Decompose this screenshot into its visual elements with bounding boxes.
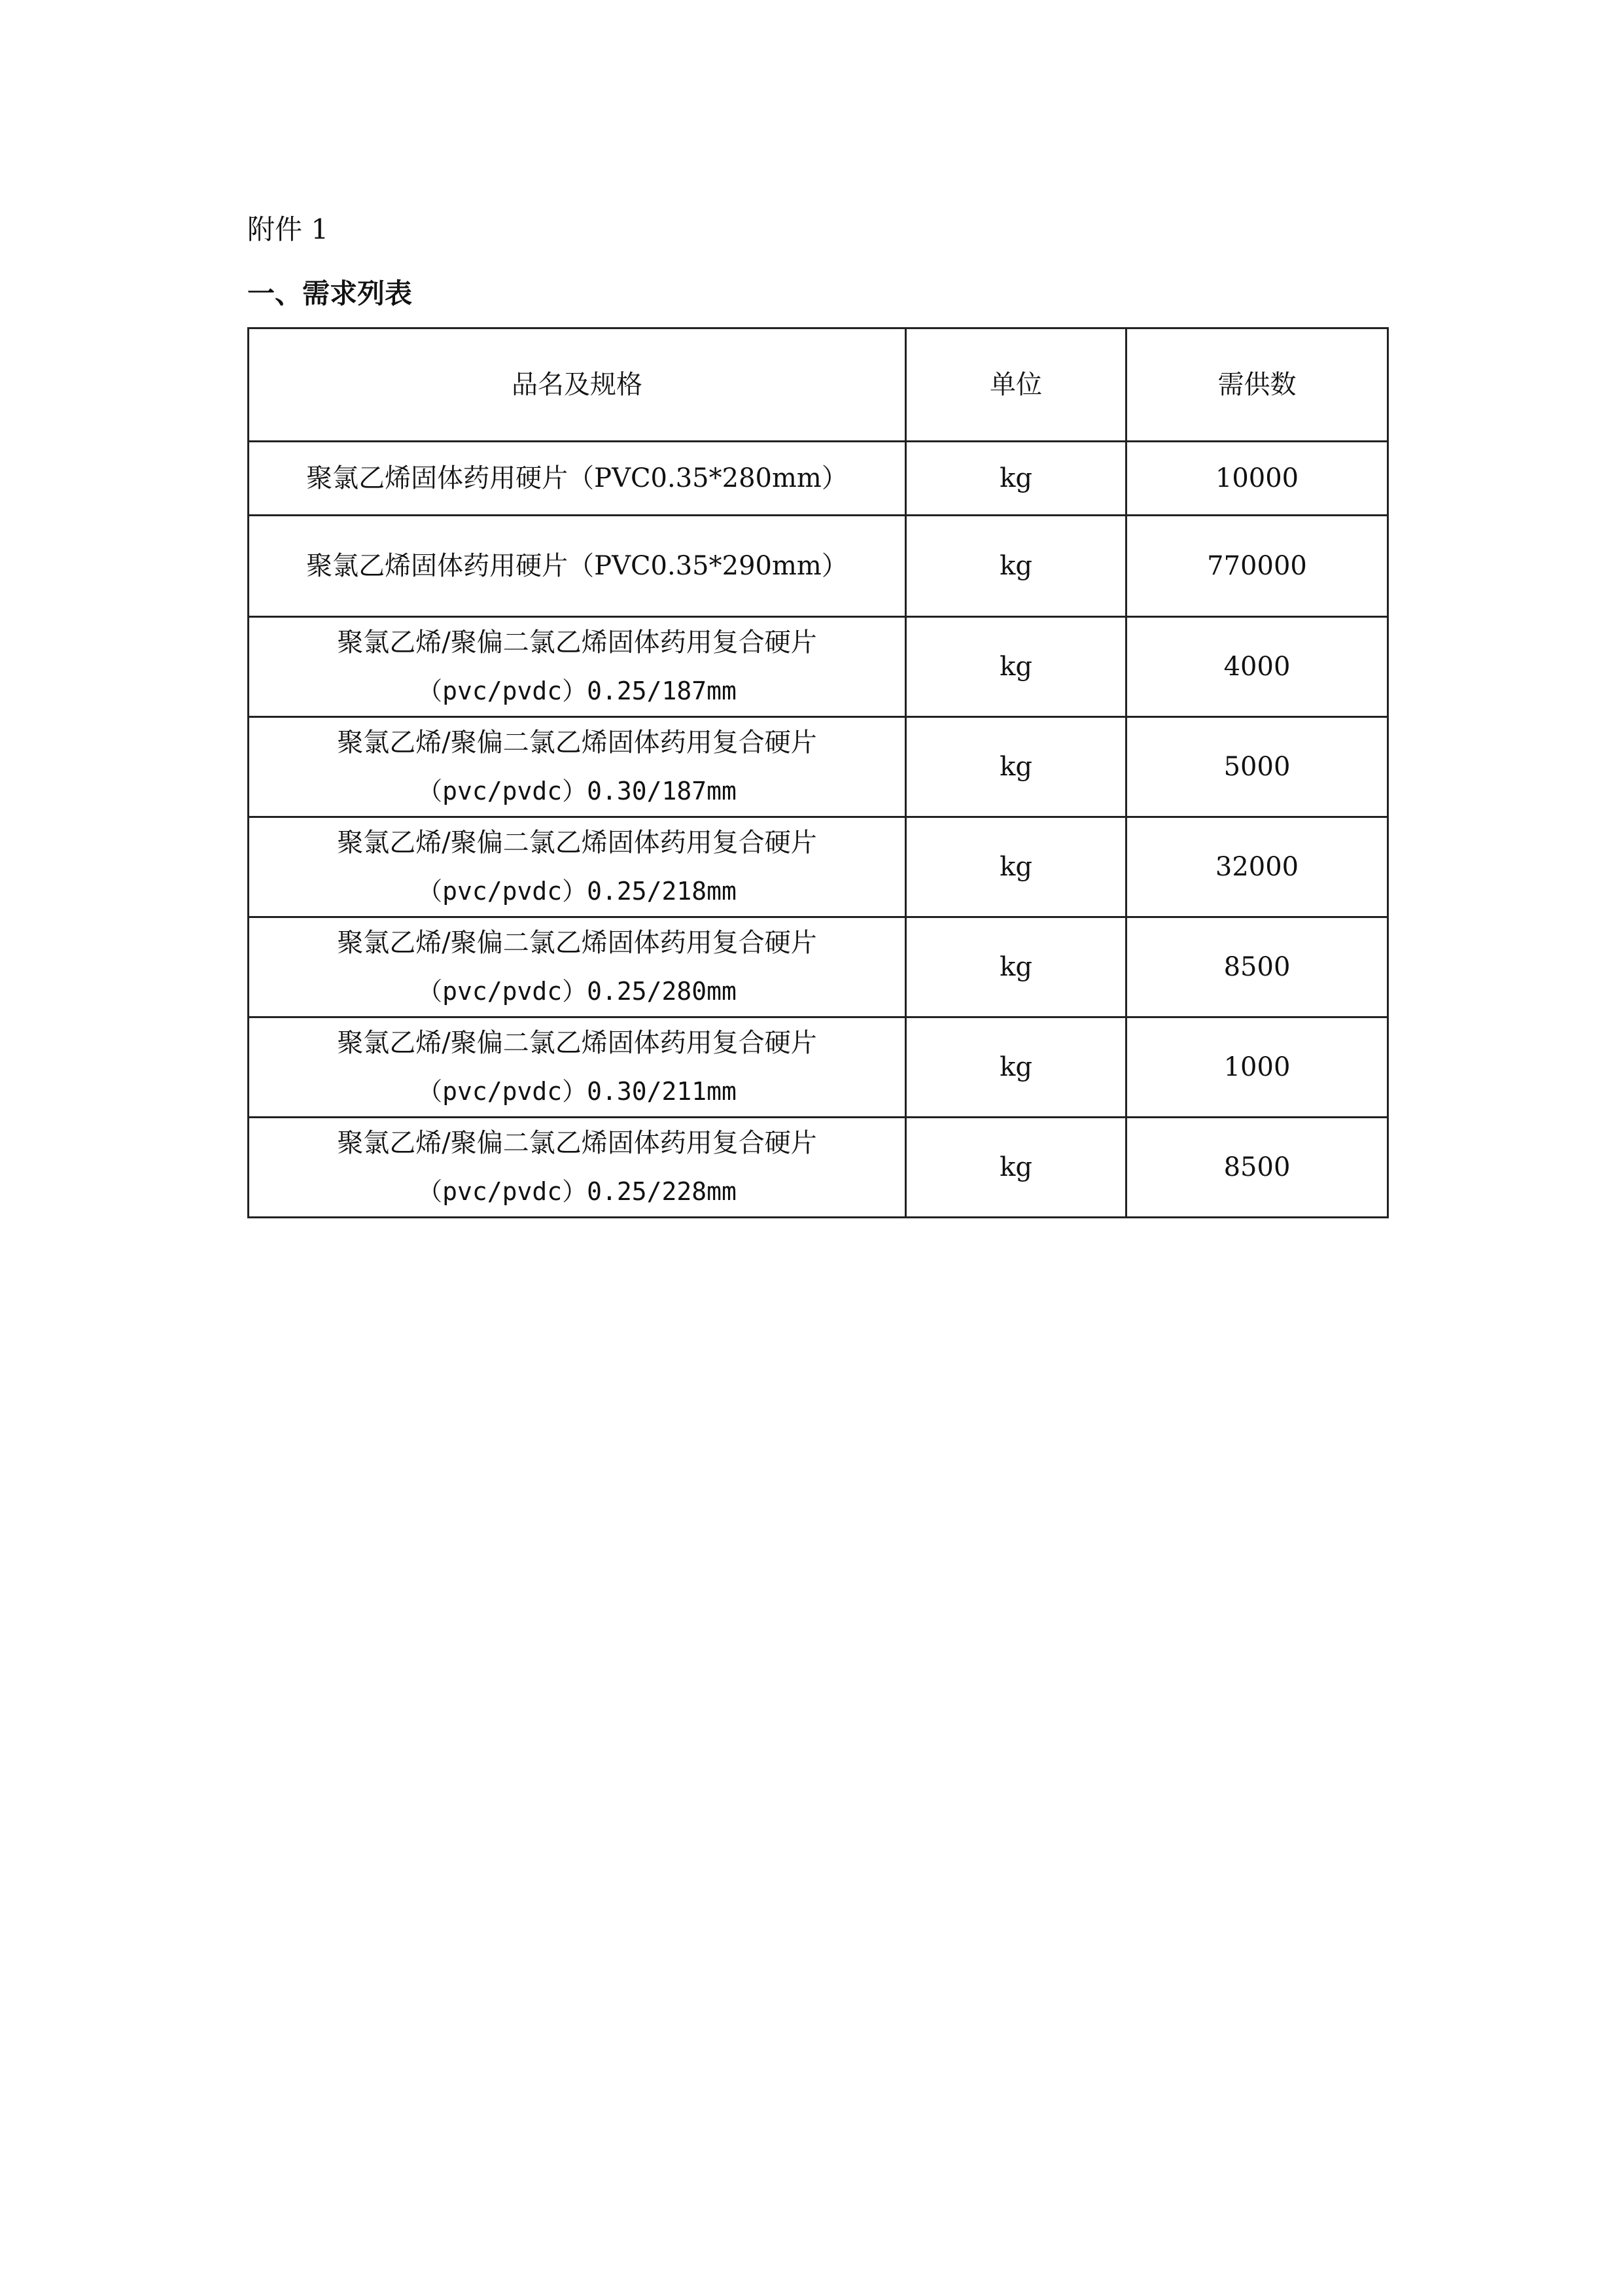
header-unit: 单位 (906, 328, 1126, 442)
quantity-cell: 8500 (1126, 1118, 1388, 1218)
product-spec-line: （pvc/pvdc）0.30/187mm (417, 777, 737, 805)
unit-cell: kg (906, 717, 1126, 817)
unit-cell: kg (906, 516, 1126, 617)
table-row (249, 817, 1388, 917)
product-name-cell (249, 516, 906, 617)
unit-cell: kg (906, 617, 1126, 717)
unit-cell: kg (906, 1017, 1126, 1118)
product-name-cell (249, 817, 906, 917)
product-name-cell (249, 917, 906, 1017)
product-name-line: 聚氯乙烯/聚偏二氯乙烯固体药用复合硬片 (337, 928, 817, 958)
table-row (249, 1017, 1388, 1118)
product-spec-line: （pvc/pvdc）0.25/187mm (417, 677, 737, 705)
quantity-cell: 5000 (1126, 717, 1388, 817)
unit-cell: kg (906, 1118, 1126, 1218)
table-row (249, 1118, 1388, 1218)
quantity-cell: 770000 (1126, 516, 1388, 617)
section-heading: 一、需求列表 (247, 277, 413, 309)
table-header-row (249, 328, 1388, 442)
table-row (249, 717, 1388, 817)
header-quantity: 需供数 (1126, 328, 1388, 442)
product-spec-line: （pvc/pvdc）0.25/218mm (417, 877, 737, 906)
quantity-cell: 4000 (1126, 617, 1388, 717)
quantity-cell: 32000 (1126, 817, 1388, 917)
product-name-line: 聚氯乙烯/聚偏二氯乙烯固体药用复合硬片 (337, 828, 817, 858)
quantity-cell: 10000 (1126, 442, 1388, 516)
product-name-line: 聚氯乙烯/聚偏二氯乙烯固体药用复合硬片 (337, 627, 817, 658)
table-row (249, 442, 1388, 516)
product-name-line: 聚氯乙烯/聚偏二氯乙烯固体药用复合硬片 (337, 1128, 817, 1158)
unit-cell: kg (906, 817, 1126, 917)
table-row (249, 617, 1388, 717)
unit-cell: kg (906, 442, 1126, 516)
product-name-cell (249, 1017, 906, 1118)
attachment-label: 附件 1 (247, 213, 329, 245)
demand-table (247, 327, 1389, 1218)
product-name-cell (249, 442, 906, 516)
product-name-line: 聚氯乙烯固体药用硬片（PVC0.35*290mm） (306, 551, 848, 581)
product-spec-line: （pvc/pvdc）0.30/211mm (417, 1077, 737, 1106)
table-row (249, 516, 1388, 617)
quantity-cell: 1000 (1126, 1017, 1388, 1118)
product-name-line: 聚氯乙烯/聚偏二氯乙烯固体药用复合硬片 (337, 1028, 817, 1058)
product-name-cell (249, 717, 906, 817)
product-name-cell (249, 617, 906, 717)
product-name-line: 聚氯乙烯固体药用硬片（PVC0.35*280mm） (306, 463, 848, 493)
product-name-line: 聚氯乙烯/聚偏二氯乙烯固体药用复合硬片 (337, 728, 817, 758)
product-spec-line: （pvc/pvdc）0.25/228mm (417, 1177, 737, 1206)
product-name-cell (249, 1118, 906, 1218)
product-spec-line: （pvc/pvdc）0.25/280mm (417, 977, 737, 1006)
quantity-cell: 8500 (1126, 917, 1388, 1017)
header-product-name: 品名及规格 (249, 328, 906, 442)
unit-cell: kg (906, 917, 1126, 1017)
table-row (249, 917, 1388, 1017)
